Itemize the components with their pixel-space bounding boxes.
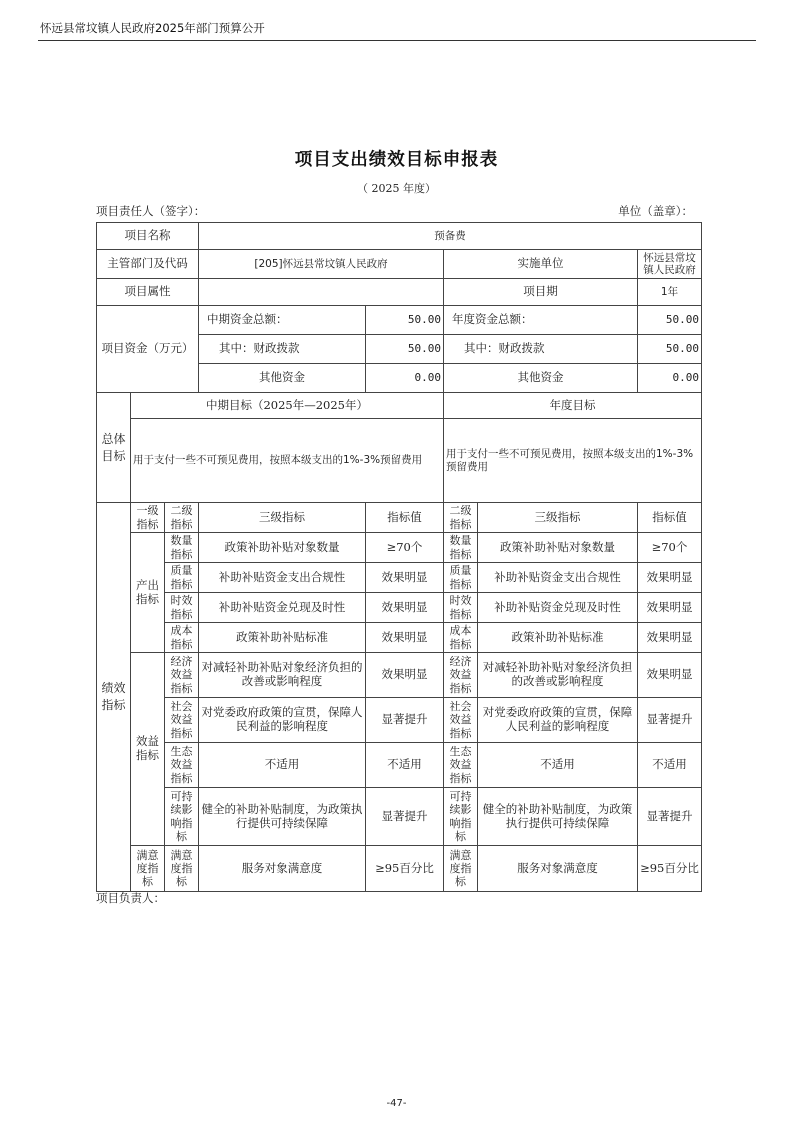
value-cell: ≥70个 (366, 533, 444, 563)
mid-fiscal-value: 50.00 (366, 335, 444, 364)
level2-cell-year: 生态效益指标 (444, 743, 478, 788)
value-cell: 显著提升 (366, 698, 444, 743)
level2-cell: 数量指标 (165, 533, 199, 563)
level2-cell-year: 数量指标 (444, 533, 478, 563)
level2-cell-year: 成本指标 (444, 623, 478, 653)
value-cell-year: 显著提升 (638, 698, 702, 743)
level3-cell: 健全的补助补贴制度，为政策执行提供可持续保障 (199, 788, 366, 846)
mid-total-label: 中期资金总额： (199, 306, 366, 335)
level2-cell-year: 可持续影响指标 (444, 788, 478, 846)
value-cell: 不适用 (366, 743, 444, 788)
impl-unit-value: 怀远县常坟镇人民政府 (638, 250, 702, 279)
level3-cell-year: 健全的补助补贴制度，为政策执行提供可持续保障 (478, 788, 638, 846)
unit-seal-label: 单位（盖章）： (618, 204, 693, 218)
level2-header-year: 二级指标 (444, 503, 478, 533)
project-period-label: 项目期 (444, 279, 638, 306)
level3-cell: 服务对象满意度 (199, 846, 366, 892)
level2-cell: 成本指标 (165, 623, 199, 653)
level2-cell: 生态效益指标 (165, 743, 199, 788)
level2-cell: 社会效益指标 (165, 698, 199, 743)
value-cell-year: 效果明显 (638, 653, 702, 698)
value-cell-year: ≥70个 (638, 533, 702, 563)
level3-cell: 不适用 (199, 743, 366, 788)
performance-indicator-label: 绩效指标 (97, 503, 131, 892)
overall-goal-label: 总体目标 (97, 393, 131, 503)
value-cell: 显著提升 (366, 788, 444, 846)
satisfaction-indicator-label: 满意度指标 (131, 846, 165, 892)
level3-cell-year: 补助补贴资金支出合规性 (478, 563, 638, 593)
level2-cell: 经济效益指标 (165, 653, 199, 698)
level2-cell: 可持续影响指标 (165, 788, 199, 846)
level3-cell: 补助补贴资金支出合规性 (199, 563, 366, 593)
level3-cell-year: 对党委政府政策的宣贯，保障人民利益的影响程度 (478, 698, 638, 743)
year-goal-header: 年度目标 (444, 393, 702, 419)
year-other-value: 0.00 (638, 364, 702, 393)
value-cell: 效果明显 (366, 593, 444, 623)
page-number: -47- (386, 1098, 407, 1109)
year-total-value: 50.00 (638, 306, 702, 335)
level3-cell-year: 补助补贴资金兑现及时性 (478, 593, 638, 623)
project-funds-label: 项目资金（万元） (97, 306, 199, 393)
mid-fiscal-label: 其中：财政拨款 (199, 335, 366, 364)
level3-cell-year: 不适用 (478, 743, 638, 788)
level3-cell: 政策补助补贴对象数量 (199, 533, 366, 563)
level3-cell: 对减轻补助补贴对象经济负担的改善或影响程度 (199, 653, 366, 698)
impl-unit-label: 实施单位 (444, 250, 638, 279)
value-header: 指标值 (366, 503, 444, 533)
level3-cell-year: 对减轻补助补贴对象经济负担的改善或影响程度 (478, 653, 638, 698)
header-divider (38, 40, 756, 41)
project-leader-signature-label: 项目负责人： (96, 891, 165, 905)
value-cell-year: 不适用 (638, 743, 702, 788)
level3-header: 三级指标 (199, 503, 366, 533)
level3-cell-year: 政策补助补贴对象数量 (478, 533, 638, 563)
form-title: 项目支出绩效目标申报表 (294, 150, 499, 170)
benefit-indicator-label: 效益指标 (131, 653, 165, 846)
level3-cell: 对党委政府政策的宣贯，保障人民利益的影响程度 (199, 698, 366, 743)
level2-cell-year: 社会效益指标 (444, 698, 478, 743)
level2-cell-year: 经济效益指标 (444, 653, 478, 698)
level2-cell-year: 时效指标 (444, 593, 478, 623)
level2-cell: 时效指标 (165, 593, 199, 623)
value-header-year: 指标值 (638, 503, 702, 533)
dept-label: 主管部门及代码 (97, 250, 199, 279)
level3-cell: 政策补助补贴标准 (199, 623, 366, 653)
level3-cell: 补助补贴资金兑现及时性 (199, 593, 366, 623)
mid-other-value: 0.00 (366, 364, 444, 393)
value-cell: ≥95百分比 (366, 846, 444, 892)
dept-value: [205]怀远县常坟镇人民政府 (199, 250, 444, 279)
value-cell-year: 效果明显 (638, 623, 702, 653)
value-cell: 效果明显 (366, 563, 444, 593)
level2-cell-year: 质量指标 (444, 563, 478, 593)
output-indicator-label: 产出指标 (131, 533, 165, 653)
project-name-label: 项目名称 (97, 223, 199, 250)
level2-cell-year: 满意度指标 (444, 846, 478, 892)
level2-header: 二级指标 (165, 503, 199, 533)
level2-cell: 质量指标 (165, 563, 199, 593)
year-fiscal-label: 其中：财政拨款 (444, 335, 638, 364)
project-attr-value (199, 279, 444, 306)
value-cell: 效果明显 (366, 653, 444, 698)
value-cell-year: 显著提升 (638, 788, 702, 846)
mid-other-label: 其他资金 (199, 364, 366, 393)
form-year: （ 2025 年度） (357, 182, 436, 195)
project-name-value: 预备费 (199, 223, 702, 250)
responsible-person-label: 项目责任人（签字）： (96, 204, 206, 218)
level2-cell: 满意度指标 (165, 846, 199, 892)
value-cell: 效果明显 (366, 623, 444, 653)
year-goal-text: 用于支付一些不可预见费用，按照本级支出的1%-3%预留费用 (444, 419, 702, 503)
year-fiscal-value: 50.00 (638, 335, 702, 364)
mid-goal-text: 用于支付一些不可预见费用，按照本级支出的1%-3%预留费用 (131, 419, 444, 503)
project-period-value: 1年 (638, 279, 702, 306)
mid-total-value: 50.00 (366, 306, 444, 335)
mid-goal-header: 中期目标（2025年—2025年） (131, 393, 444, 419)
value-cell-year: 效果明显 (638, 563, 702, 593)
level3-cell-year: 服务对象满意度 (478, 846, 638, 892)
value-cell-year: 效果明显 (638, 593, 702, 623)
year-other-label: 其他资金 (444, 364, 638, 393)
level3-header-year: 三级指标 (478, 503, 638, 533)
level1-header: 一级指标 (131, 503, 165, 533)
performance-target-table (96, 222, 702, 892)
value-cell-year: ≥95百分比 (638, 846, 702, 892)
project-attr-label: 项目属性 (97, 279, 199, 306)
level3-cell-year: 政策补助补贴标准 (478, 623, 638, 653)
year-total-label: 年度资金总额： (444, 306, 638, 335)
document-header: 怀远县常坟镇人民政府2025年部门预算公开 (40, 21, 265, 35)
